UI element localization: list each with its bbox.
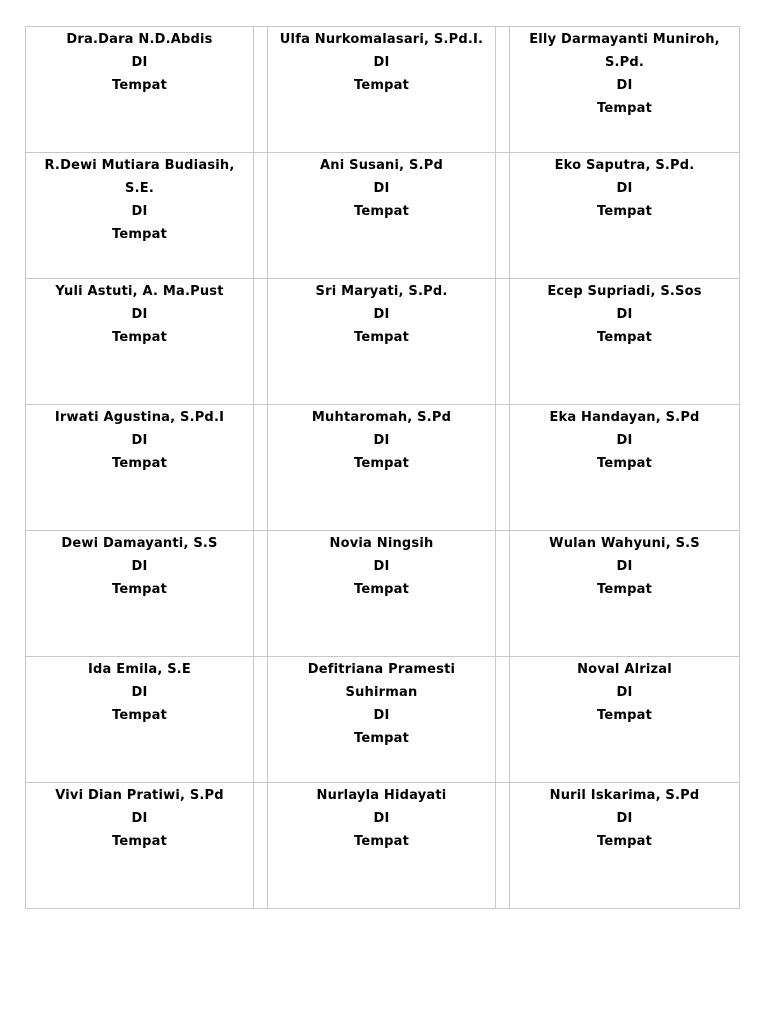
recipient-name: Dewi Damayanti, S.S: [61, 536, 218, 551]
recipient-name: Yuli Astuti, A. Ma.Pust: [55, 284, 224, 299]
recipient-line-tempat: Tempat: [597, 101, 652, 116]
recipient-line-di: DI: [616, 811, 633, 826]
label-row: [26, 279, 740, 405]
recipient-line-tempat: Tempat: [112, 834, 167, 849]
column-gap: [496, 657, 510, 783]
address-label: [268, 405, 496, 531]
recipient-line-di: DI: [373, 708, 390, 723]
recipient-line-tempat: Tempat: [354, 834, 409, 849]
address-label: [510, 279, 740, 405]
recipient-name: Ani Susani, S.Pd: [320, 158, 443, 173]
column-gap: [496, 279, 510, 405]
column-gap: [496, 531, 510, 657]
label-rows: [26, 27, 740, 909]
recipient-name: Novia Ningsih: [329, 536, 434, 551]
recipient-line-tempat: Tempat: [354, 204, 409, 219]
recipient-line-tempat: Tempat: [354, 456, 409, 471]
recipient-line-tempat: Tempat: [597, 834, 652, 849]
recipient-line-di: DI: [131, 685, 148, 700]
column-gap: [254, 531, 268, 657]
recipient-line-di: DI: [616, 181, 633, 196]
recipient-line-tempat: Tempat: [354, 330, 409, 345]
recipient-line-tempat: Tempat: [354, 78, 409, 93]
recipient-name: Wulan Wahyuni, S.S: [549, 536, 700, 551]
recipient-line-di: DI: [373, 307, 390, 322]
column-gap: [254, 405, 268, 531]
recipient-line-tempat: Tempat: [597, 456, 652, 471]
column-gap: [254, 783, 268, 909]
address-label: [26, 27, 254, 153]
label-sheet: [25, 26, 740, 909]
recipient-name: Defitriana Pramesti Suhirman: [307, 662, 456, 700]
recipient-name: Elly Darmayanti Muniroh, S.Pd.: [529, 32, 720, 70]
recipient-line-di: DI: [373, 559, 390, 574]
recipient-line-tempat: Tempat: [112, 708, 167, 723]
address-label: [26, 531, 254, 657]
address-label: [510, 153, 740, 279]
recipient-line-di: DI: [131, 204, 148, 219]
label-row: [26, 657, 740, 783]
recipient-name: Irwati Agustina, S.Pd.I: [54, 410, 225, 425]
recipient-name: Eko Saputra, S.Pd.: [554, 158, 695, 173]
recipient-line-di: DI: [616, 307, 633, 322]
address-label: [26, 279, 254, 405]
recipient-line-di: DI: [131, 55, 148, 70]
label-row: [26, 531, 740, 657]
column-gap: [496, 27, 510, 153]
address-label: [510, 405, 740, 531]
column-gap: [254, 657, 268, 783]
address-label: [268, 153, 496, 279]
recipient-name: Ulfa Nurkomalasari, S.Pd.I.: [279, 32, 484, 47]
recipient-line-di: DI: [131, 307, 148, 322]
recipient-name: Dra.Dara N.D.Abdis: [66, 32, 213, 47]
recipient-line-tempat: Tempat: [112, 78, 167, 93]
recipient-name: Eka Handayan, S.Pd: [549, 410, 700, 425]
recipient-name: Nurlayla Hidayati: [316, 788, 447, 803]
address-label: [268, 657, 496, 783]
recipient-name: Ida Emila, S.E: [88, 662, 191, 677]
address-label: [268, 27, 496, 153]
recipient-line-tempat: Tempat: [112, 582, 167, 597]
recipient-line-tempat: Tempat: [112, 456, 167, 471]
address-label: [510, 27, 740, 153]
recipient-name: Ecep Supriadi, S.Sos: [547, 284, 702, 299]
recipient-line-di: DI: [616, 78, 633, 93]
recipient-name: Nuril Iskarima, S.Pd: [549, 788, 700, 803]
recipient-line-tempat: Tempat: [112, 227, 167, 242]
column-gap: [496, 405, 510, 531]
address-label: [510, 657, 740, 783]
recipient-line-di: DI: [373, 181, 390, 196]
recipient-line-di: DI: [131, 811, 148, 826]
label-row: [26, 27, 740, 153]
label-row: [26, 783, 740, 909]
recipient-line-di: DI: [616, 685, 633, 700]
recipient-line-tempat: Tempat: [112, 330, 167, 345]
recipient-line-tempat: Tempat: [597, 204, 652, 219]
recipient-line-tempat: Tempat: [354, 731, 409, 746]
address-label: [26, 657, 254, 783]
address-label: [268, 279, 496, 405]
recipient-line-di: DI: [616, 559, 633, 574]
recipient-line-di: DI: [131, 559, 148, 574]
address-label: [268, 531, 496, 657]
recipient-line-tempat: Tempat: [597, 330, 652, 345]
address-label: [510, 531, 740, 657]
recipient-name: R.Dewi Mutiara Budiasih, S.E.: [44, 158, 235, 196]
label-row: [26, 153, 740, 279]
recipient-line-tempat: Tempat: [354, 582, 409, 597]
recipient-name: Vivi Dian Pratiwi, S.Pd: [55, 788, 224, 803]
column-gap: [254, 279, 268, 405]
recipient-line-di: DI: [373, 811, 390, 826]
recipient-line-di: DI: [373, 433, 390, 448]
recipient-name: Sri Maryati, S.Pd.: [315, 284, 448, 299]
label-row: [26, 405, 740, 531]
recipient-line-di: DI: [616, 433, 633, 448]
recipient-line-di: DI: [131, 433, 148, 448]
address-label: [26, 783, 254, 909]
recipient-line-tempat: Tempat: [597, 582, 652, 597]
column-gap: [254, 27, 268, 153]
recipient-name: Noval Alrizal: [577, 662, 672, 677]
recipient-line-di: DI: [373, 55, 390, 70]
recipient-name: Muhtaromah, S.Pd: [311, 410, 452, 425]
recipient-line-tempat: Tempat: [597, 708, 652, 723]
address-label: [510, 783, 740, 909]
address-label: [26, 405, 254, 531]
address-label: [268, 783, 496, 909]
address-label: [26, 153, 254, 279]
column-gap: [254, 153, 268, 279]
column-gap: [496, 783, 510, 909]
column-gap: [496, 153, 510, 279]
